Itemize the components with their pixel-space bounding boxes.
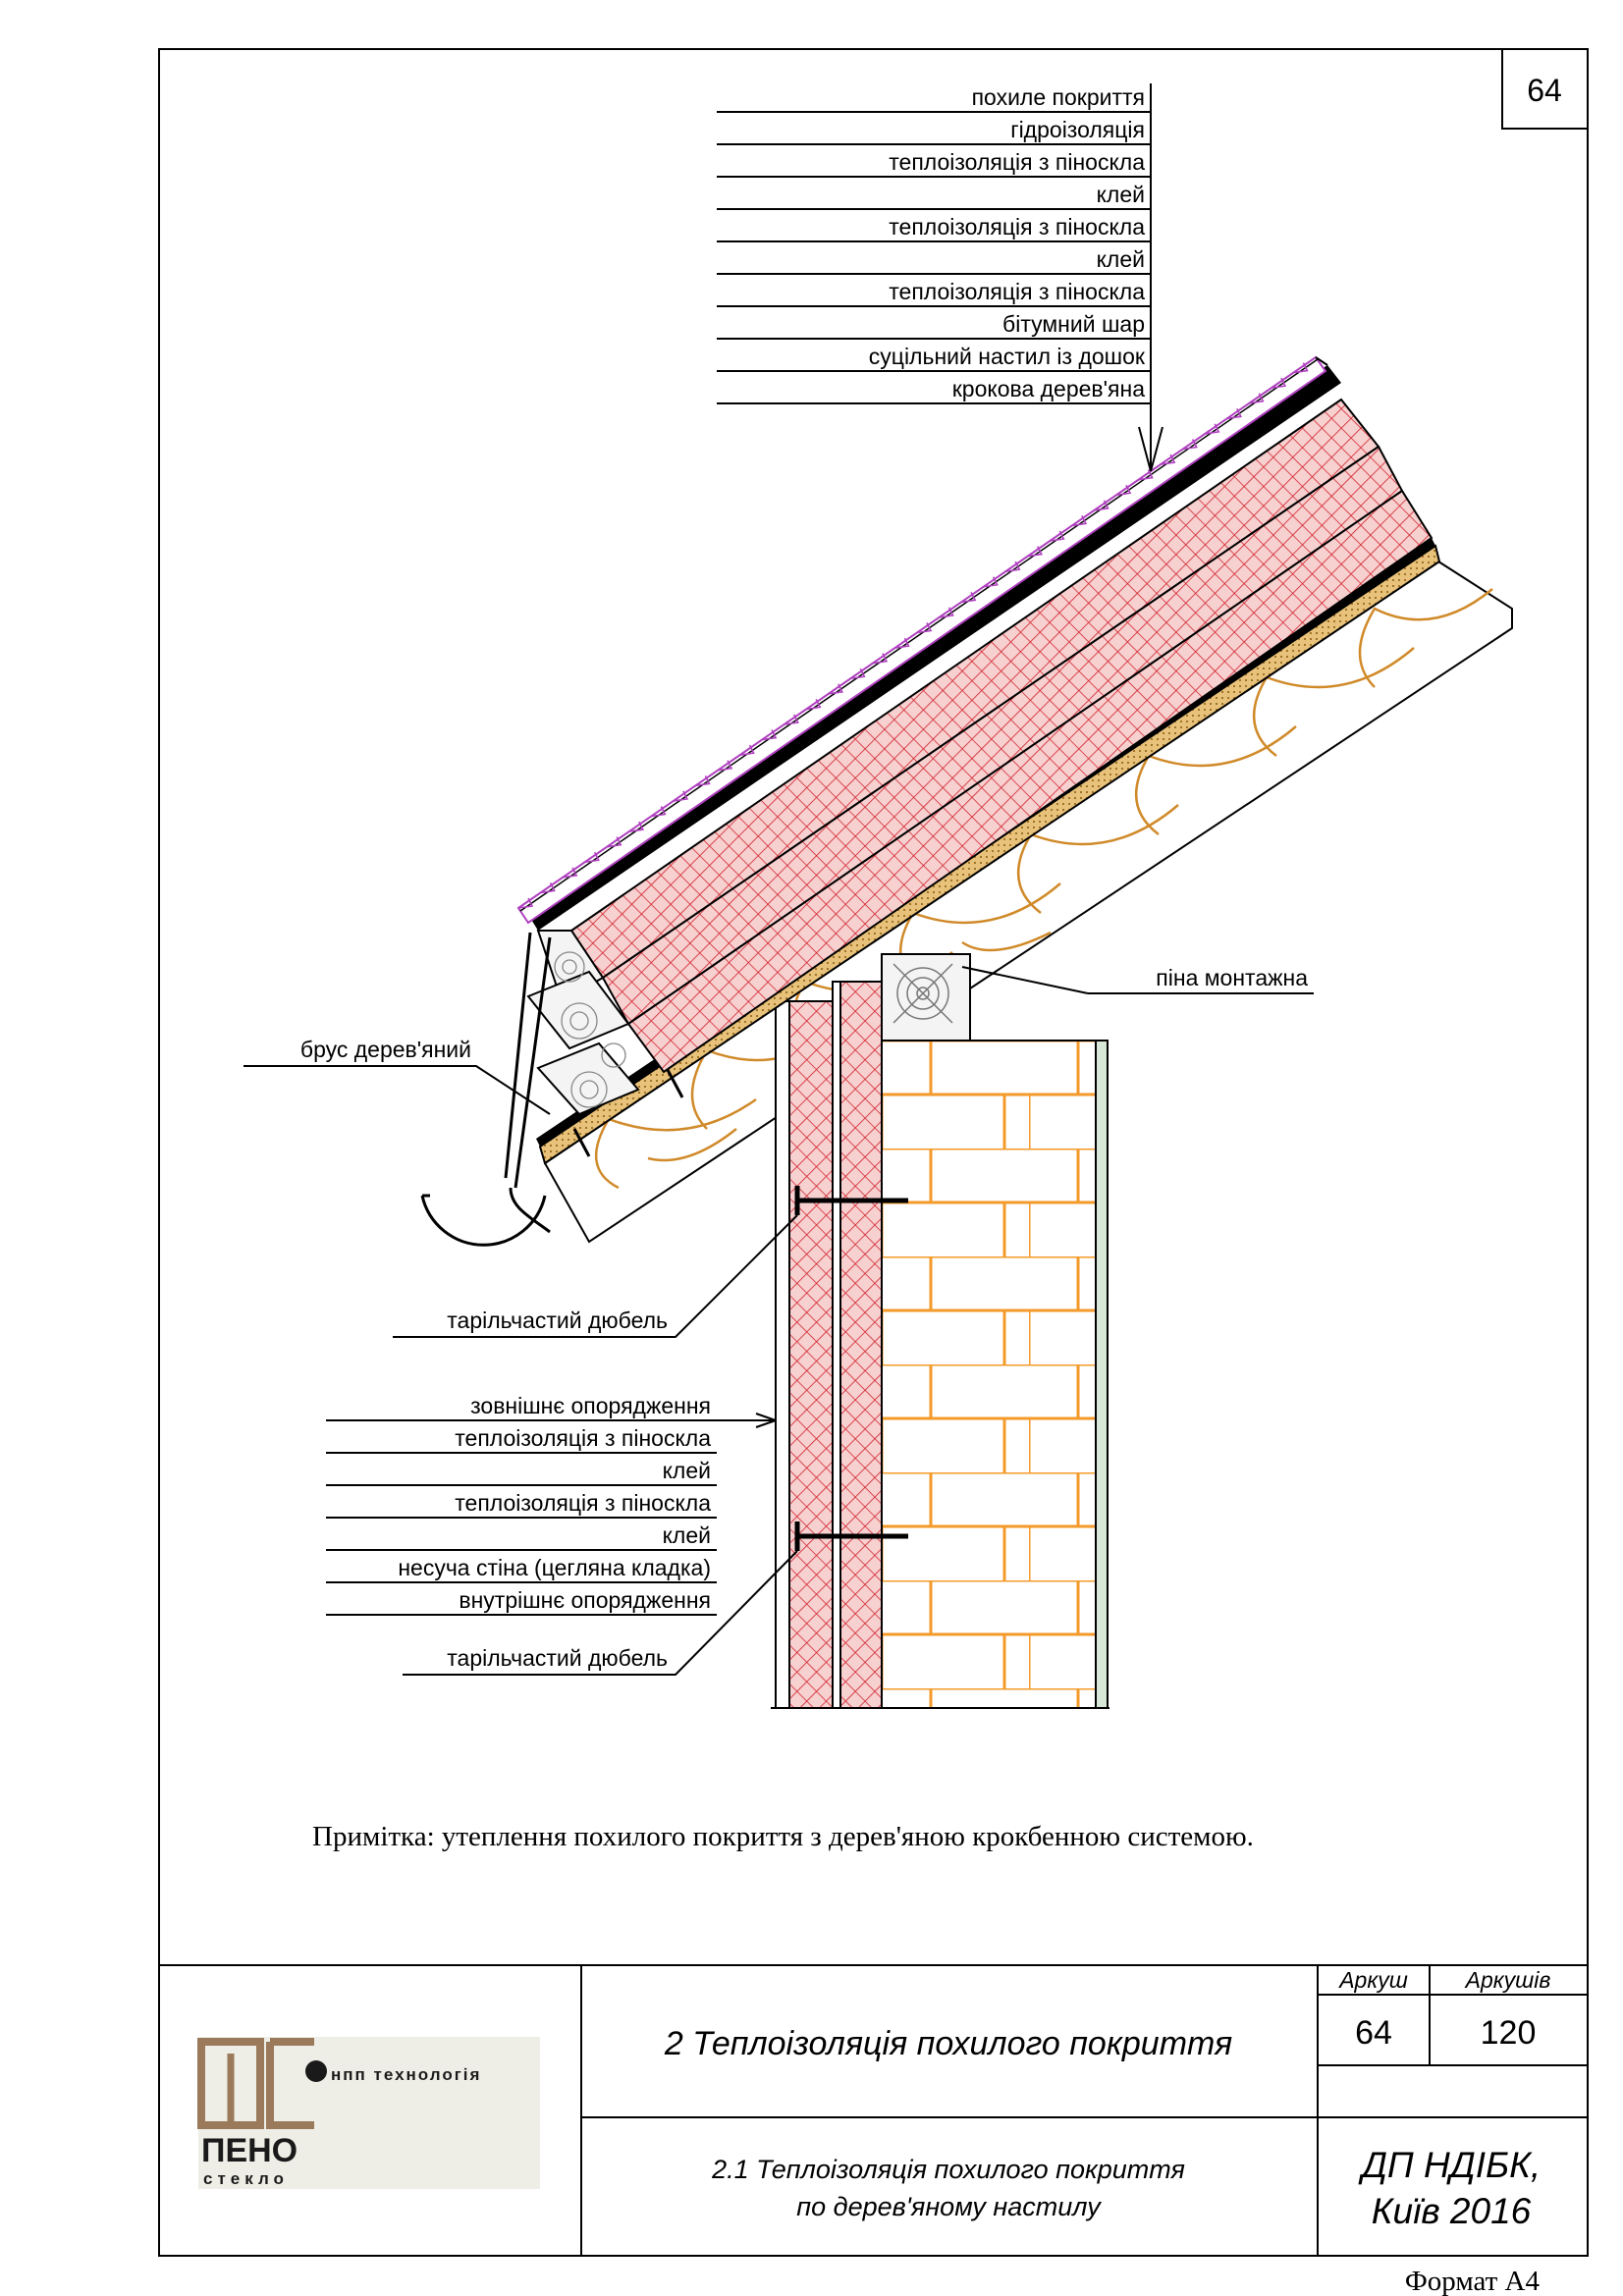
wall-layer-label: теплоізоляція з піноскла <box>455 1490 711 1516</box>
sheet-subtitle-line2: по дерев'яному настилу <box>796 2192 1101 2221</box>
roof-layer-label: теплоізоляція з піноскла <box>889 149 1145 175</box>
format-label: Формат А4 <box>1404 2266 1540 2296</box>
logo-line3: стекло <box>203 2169 289 2188</box>
wall <box>771 954 1109 1708</box>
roof-layer-labels <box>717 83 1163 471</box>
callout-foam <box>962 965 1314 993</box>
roof-layer-label: гідроізоляція <box>1010 117 1145 142</box>
roof-layer-label: крокова дерев'яна <box>951 376 1145 401</box>
timber-label: брус дерев'яний <box>299 1037 471 1062</box>
roof-layer-label: клей <box>1096 246 1145 272</box>
page-number: 64 <box>1527 73 1562 108</box>
wall-layer-label: клей <box>662 1458 711 1483</box>
dowel-lower-label: тарільчастий дюбель <box>447 1645 668 1671</box>
roof-layer-label: клей <box>1096 182 1145 207</box>
company-logo <box>198 2037 540 2189</box>
roof-layer-label: теплоізоляція з піноскла <box>889 279 1145 304</box>
dowel-upper-label: тарільчастий дюбель <box>447 1308 668 1333</box>
sheet-subtitle-line1: 2.1 Теплоізоляція похилого покриття <box>712 2155 1185 2184</box>
logo-line2: ПЕНО <box>201 2132 298 2169</box>
logo-line1: нпп технологія <box>331 2065 482 2084</box>
sheet-number: 64 <box>1355 2014 1392 2052</box>
wall-layer-label: внутрішнє опорядження <box>459 1587 711 1613</box>
gutter <box>422 933 550 1245</box>
org-line2: Київ 2016 <box>1371 2191 1532 2231</box>
wall-layer-labels <box>326 1393 776 1615</box>
wall-layer-label: зовнішнє опорядження <box>470 1393 711 1418</box>
sheet-title: 2 Теплоізоляція похилого покриття <box>664 2025 1233 2062</box>
sheets-label: Аркушів <box>1465 1967 1551 1993</box>
callout-timber <box>243 1037 550 1114</box>
sheet-label: Аркуш <box>1339 1967 1408 1993</box>
roof-layer-label: бітумний шар <box>1002 311 1145 337</box>
wall-layer-label: несуча стіна (цегляна кладка) <box>398 1555 711 1580</box>
org-line1: ДП НДІБК, <box>1361 2145 1542 2185</box>
wall-layer-label: клей <box>662 1522 711 1548</box>
note-text: Примітка: утеплення похилого покриття з дерев'яною крокбенною системою. <box>312 1821 1254 1852</box>
roof-layer-label: похиле покриття <box>971 84 1145 110</box>
foam-label: піна монтажна <box>1156 965 1308 990</box>
sheets-count: 120 <box>1480 2014 1537 2052</box>
wall-layer-label: теплоізоляція з піноскла <box>455 1425 711 1451</box>
roof-layer-label: теплоізоляція з піноскла <box>889 214 1145 240</box>
roof-layer-label: суцільний настил із дошок <box>868 344 1145 369</box>
